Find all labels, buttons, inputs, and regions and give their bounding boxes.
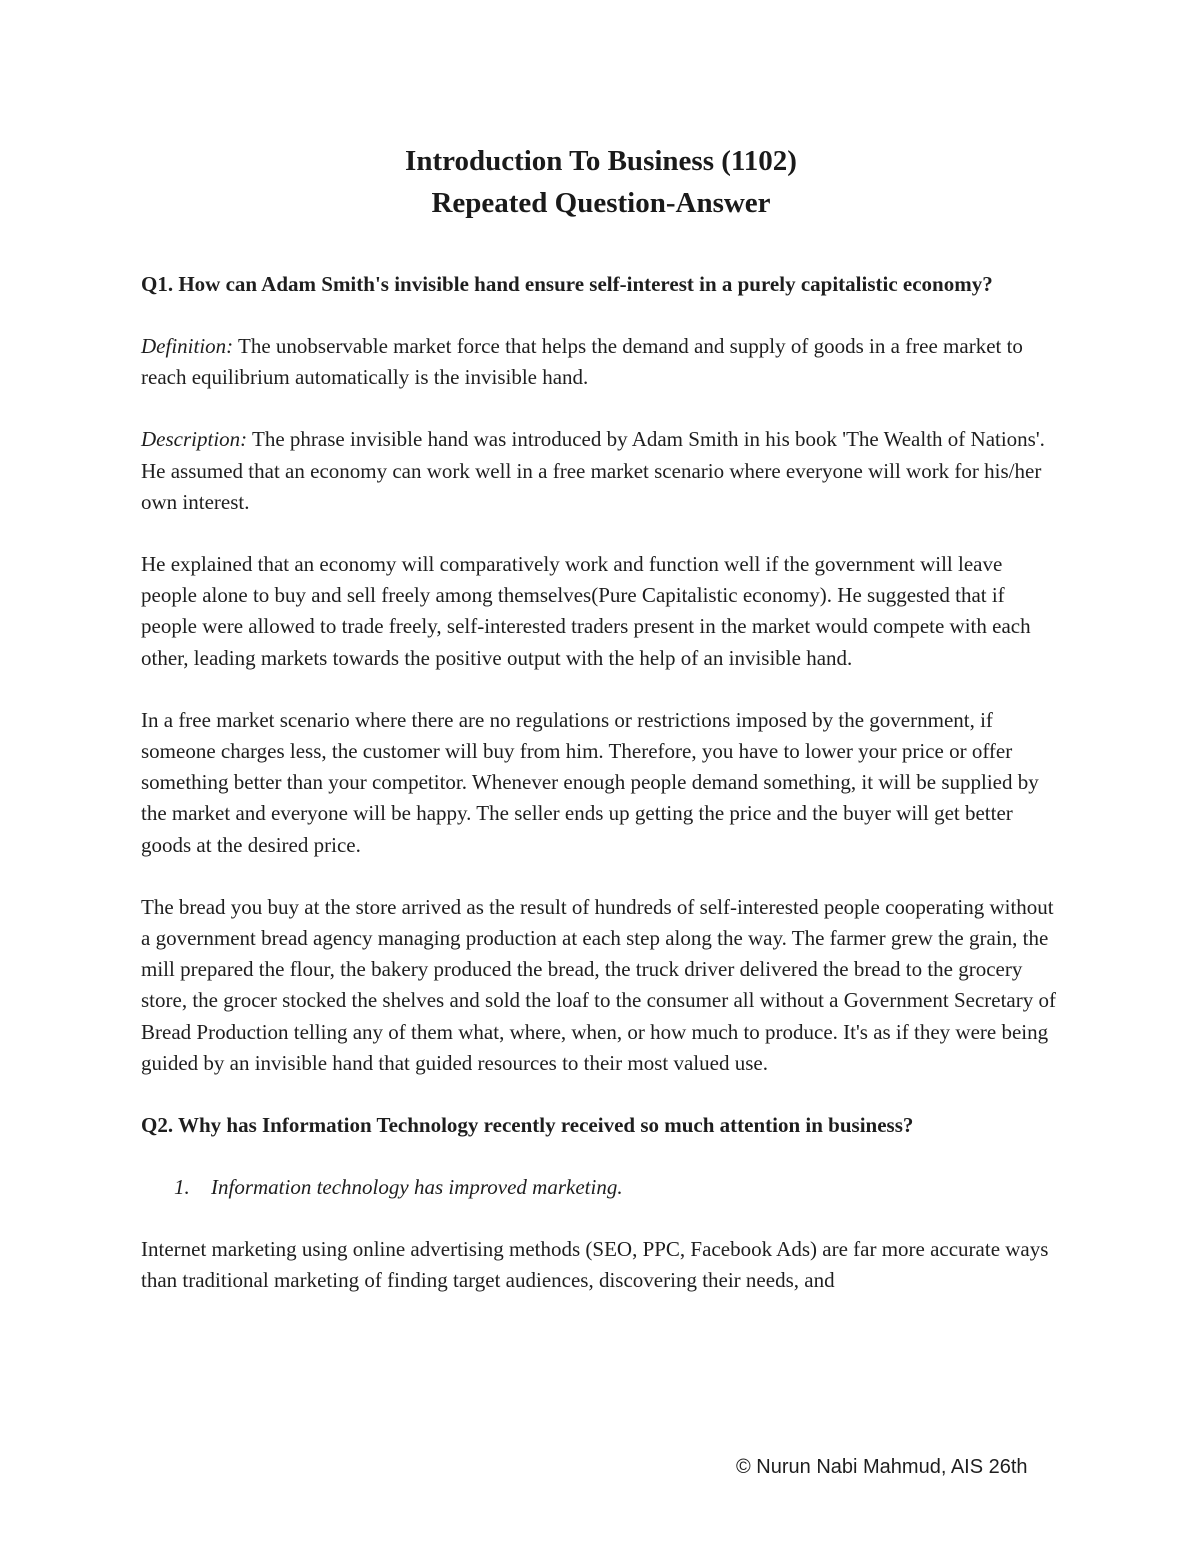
description-text: The phrase invisible hand was introduced by Adam Smith in his book 'The Wealth of Nations'. He assumed that an economy can work well in a free market scenario where everyone will work for his/her own interest. bbox=[141, 427, 1045, 514]
title-line-2: Repeated Question-Answer bbox=[431, 187, 771, 219]
description-label: Description: bbox=[141, 427, 248, 452]
q1-paragraph-5: The bread you buy at the store arrived as the result of hundreds of self-interested people cooperating without a government bread agency managing production at each step along the way. The farmer grew the grain, the mill prepared the flour, the bakery produced the bread, the truck driver delivered the bread to the grocery store, the grocer stocked the shelves and sold the loaf to the consumer all without a Government Secretary of Bread Production telling any of them what, where, when, or how much to produce. It's as if they were being guided by an invisible hand that guided resources to their most valued use. bbox=[141, 894, 1056, 1075]
q1-paragraph-4: In a free market scenario where there are no regulations or restrictions imposed by the government, if someone charges less, the customer will buy from him. Therefore, you have to lower your price or offer something better than your competitor. Whenever enough people demand something, it will be supplied by the market and everyone will be happy. The seller ends up getting the price and the buyer will get better goods at the desired price. bbox=[141, 707, 1039, 857]
question-1: Q1. How can Adam Smith's invisible hand ensure self-interest in a purely capitalistic economy? bbox=[141, 272, 993, 296]
q1-definition-paragraph bbox=[141, 331, 1061, 393]
list-number: 1. bbox=[174, 1175, 190, 1200]
title-line-1: Introduction To Business (1102) bbox=[405, 145, 797, 177]
question-2: Q2. Why has Information Technology recently received so much attention in business? bbox=[141, 1113, 914, 1138]
footer-credit: © Nurun Nabi Mahmud, AIS 26th bbox=[736, 1456, 1028, 1478]
document-title bbox=[141, 140, 1061, 224]
q2-list-item-1 bbox=[141, 1172, 1061, 1203]
definition-label: Definition: bbox=[141, 334, 234, 358]
q1-description-paragraph bbox=[141, 424, 1061, 518]
document-page bbox=[141, 140, 1061, 1296]
list-item-text: Information technology has improved marketing. bbox=[211, 1175, 623, 1200]
q1-paragraph-3: He explained that an economy will comparatively work and function well if the government will leave people alone to buy and sell freely among themselves(Pure Capitalistic economy). He suggested that if people were allowed to trade freely, self-interested traders present in the market would compete with each other, leading markets towards the positive output with the help of an invisible hand. bbox=[141, 552, 1031, 670]
definition-text: The unobservable market force that helps the demand and supply of goods in a free market to reach equilibrium automatically is the invisible hand. bbox=[141, 334, 1023, 390]
q2-paragraph-1: Internet marketing using online advertising methods (SEO, PPC, Facebook Ads) are far more accurate ways than traditional marketing of finding target audiences, discovering their needs, and bbox=[141, 1237, 1049, 1293]
